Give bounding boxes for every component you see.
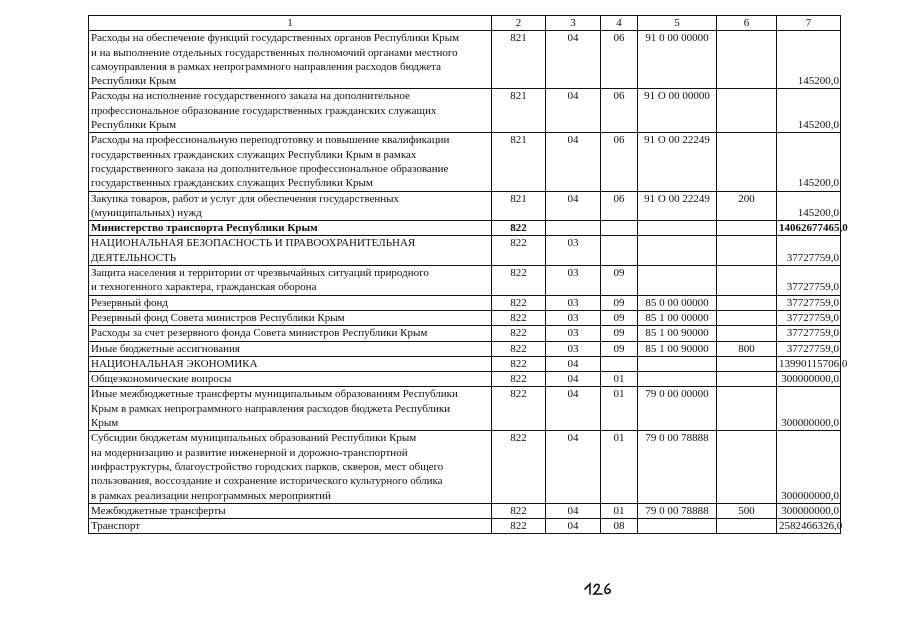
row-amount: 13990115706,0 bbox=[777, 356, 841, 371]
row-section: 03 bbox=[546, 295, 601, 310]
row-section: 03 bbox=[546, 341, 601, 356]
row-expense-type bbox=[717, 372, 777, 387]
row-expense-type bbox=[717, 356, 777, 371]
row-target-article bbox=[638, 372, 717, 387]
table-row bbox=[89, 295, 841, 310]
row-amount: 37727759,0 bbox=[777, 310, 841, 325]
row-expense-type bbox=[717, 431, 777, 503]
row-target-article: 91 О 00 22249 bbox=[638, 191, 717, 221]
row-expense-type bbox=[717, 519, 777, 534]
table-row bbox=[89, 89, 841, 133]
budget-table-body bbox=[89, 16, 848, 534]
row-admin-code: 822 bbox=[492, 503, 546, 518]
row-name: Транспорт bbox=[89, 519, 492, 534]
row-section bbox=[546, 221, 601, 236]
row-subsection: 01 bbox=[601, 503, 638, 518]
row-amount: 300000000,0 bbox=[777, 387, 841, 431]
handwritten-page-number bbox=[583, 578, 623, 596]
row-admin-code: 821 bbox=[492, 31, 546, 89]
row-target-article bbox=[638, 519, 717, 534]
row-name: Резервный фонд bbox=[89, 295, 492, 310]
row-subsection: 09 bbox=[601, 295, 638, 310]
row-expense-type bbox=[717, 89, 777, 133]
row-admin-code: 822 bbox=[492, 295, 546, 310]
row-target-article: 91 0 00 00000 bbox=[638, 31, 717, 89]
row-expense-type: 800 bbox=[717, 341, 777, 356]
column-number: 1 bbox=[89, 16, 492, 31]
table-row bbox=[89, 310, 841, 325]
row-amount: 300000000,0 bbox=[777, 431, 841, 503]
row-admin-code: 821 bbox=[492, 133, 546, 191]
row-admin-code: 822 bbox=[492, 387, 546, 431]
row-amount: 37727759,0 bbox=[777, 295, 841, 310]
row-expense-type: 500 bbox=[717, 503, 777, 518]
row-amount: 14062677465,0 bbox=[777, 221, 841, 236]
column-number: 3 bbox=[546, 16, 601, 31]
table-row bbox=[89, 387, 841, 431]
row-admin-code: 822 bbox=[492, 519, 546, 534]
row-amount: 145200,0 bbox=[777, 31, 841, 89]
row-subsection bbox=[601, 356, 638, 371]
row-expense-type bbox=[717, 326, 777, 341]
row-amount: 37727759,0 bbox=[777, 326, 841, 341]
row-expense-type bbox=[717, 236, 777, 266]
column-number: 6 bbox=[717, 16, 777, 31]
row-section: 04 bbox=[546, 503, 601, 518]
row-expense-type: 200 bbox=[717, 191, 777, 221]
table-row bbox=[89, 31, 841, 89]
row-target-article bbox=[638, 266, 717, 296]
row-amount: 145200,0 bbox=[777, 191, 841, 221]
row-name: Расходы на профессиональную переподготовку и повышение квалификации государственных гражданских служащих Республики Крым в рамках государственного заказа на дополнительное профессиональное образование государственных гражданских служащих Республики Крым bbox=[89, 133, 492, 191]
row-target-article: 85 0 00 00000 bbox=[638, 295, 717, 310]
row-expense-type bbox=[717, 266, 777, 296]
row-expense-type bbox=[717, 387, 777, 431]
row-name: Иные бюджетные ассигнования bbox=[89, 341, 492, 356]
table-row bbox=[89, 356, 841, 371]
row-subsection bbox=[601, 236, 638, 266]
column-number: 4 bbox=[601, 16, 638, 31]
row-name: Закупка товаров, работ и услуг для обеспечения государственных (муниципальных) нужд bbox=[89, 191, 492, 221]
row-section: 03 bbox=[546, 266, 601, 296]
row-expense-type bbox=[717, 221, 777, 236]
row-amount: 2582466326,0 bbox=[777, 519, 841, 534]
row-admin-code: 822 bbox=[492, 431, 546, 503]
row-target-article: 91 О 00 00000 bbox=[638, 89, 717, 133]
row-section: 03 bbox=[546, 326, 601, 341]
row-amount: 300000000,0 bbox=[777, 372, 841, 387]
row-name: Межбюджетные трансферты bbox=[89, 503, 492, 518]
row-amount: 145200,0 bbox=[777, 89, 841, 133]
row-target-article: 85 1 00 00000 bbox=[638, 310, 717, 325]
row-target-article bbox=[638, 221, 717, 236]
row-admin-code: 821 bbox=[492, 89, 546, 133]
row-subsection: 08 bbox=[601, 519, 638, 534]
row-admin-code: 822 bbox=[492, 221, 546, 236]
row-subsection: 06 bbox=[601, 191, 638, 221]
table-row bbox=[89, 133, 841, 191]
row-name: Расходы за счет резервного фонда Совета министров Республики Крым bbox=[89, 326, 492, 341]
table-row bbox=[89, 221, 841, 236]
row-target-article: 79 0 00 00000 bbox=[638, 387, 717, 431]
row-target-article: 91 О 00 22249 bbox=[638, 133, 717, 191]
row-subsection: 09 bbox=[601, 266, 638, 296]
row-name: Иные межбюджетные трансферты муниципальным образованиям Республики Крым в рамках непрограммного направления расходов бюджета Республики Крым bbox=[89, 387, 492, 431]
row-section: 03 bbox=[546, 310, 601, 325]
row-expense-type bbox=[717, 31, 777, 89]
row-target-article: 85 1 00 90000 bbox=[638, 326, 717, 341]
table-row bbox=[89, 503, 841, 518]
table-row bbox=[89, 341, 841, 356]
row-subsection: 09 bbox=[601, 326, 638, 341]
row-subsection: 06 bbox=[601, 133, 638, 191]
row-admin-code: 821 bbox=[492, 191, 546, 221]
row-subsection: 06 bbox=[601, 89, 638, 133]
row-name: Субсидии бюджетам муниципальных образований Республики Крым на модернизацию и развитие инженерной и дорожно-транспортной инфраструктуры, благоустройство городских парков, скверов, мест общего пользования, воссоздание и сохранение исторического культурного облика в рамках реализации непрограммных мероприятий bbox=[89, 431, 492, 503]
row-amount: 145200,0 bbox=[777, 133, 841, 191]
table-row bbox=[89, 519, 841, 534]
column-number: 7 bbox=[777, 16, 841, 31]
table-row bbox=[89, 372, 841, 387]
row-target-article bbox=[638, 236, 717, 266]
row-section: 04 bbox=[546, 519, 601, 534]
table-row bbox=[89, 191, 841, 221]
row-name: Расходы на обеспечение функций государственных органов Республики Крым и на выполнение отдельных государственных полномочий органами местного самоуправления в рамках непрограммного направления расходов бюджета Республики Крым bbox=[89, 31, 492, 89]
row-name: НАЦИОНАЛЬНАЯ ЭКОНОМИКА bbox=[89, 356, 492, 371]
row-subsection: 09 bbox=[601, 310, 638, 325]
row-section: 04 bbox=[546, 31, 601, 89]
row-name: Расходы на исполнение государственного заказа на дополнительное профессиональное образование государственных гражданских служащих Республики Крым bbox=[89, 89, 492, 133]
row-target-article: 79 0 00 78888 bbox=[638, 503, 717, 518]
row-subsection bbox=[601, 221, 638, 236]
row-name: НАЦИОНАЛЬНАЯ БЕЗОПАСНОСТЬ И ПРАВООХРАНИТЕЛЬНАЯ ДЕЯТЕЛЬНОСТЬ bbox=[89, 236, 492, 266]
table-row bbox=[89, 266, 841, 296]
row-section: 04 bbox=[546, 133, 601, 191]
column-number: 2 bbox=[492, 16, 546, 31]
row-expense-type bbox=[717, 133, 777, 191]
row-subsection: 09 bbox=[601, 341, 638, 356]
row-target-article bbox=[638, 356, 717, 371]
row-name: Министерство транспорта Республики Крым bbox=[89, 221, 492, 236]
row-section: 04 bbox=[546, 356, 601, 371]
row-admin-code: 822 bbox=[492, 266, 546, 296]
row-section: 04 bbox=[546, 89, 601, 133]
row-amount: 37727759,0 bbox=[777, 266, 841, 296]
table-row bbox=[89, 326, 841, 341]
row-subsection: 06 bbox=[601, 31, 638, 89]
row-amount: 37727759,0 bbox=[777, 341, 841, 356]
row-section: 04 bbox=[546, 431, 601, 503]
row-admin-code: 822 bbox=[492, 310, 546, 325]
row-section: 03 bbox=[546, 236, 601, 266]
row-name: Защита населения и территории от чрезвычайных ситуаций природного и техногенного характера, гражданская оборона bbox=[89, 266, 492, 296]
row-admin-code: 822 bbox=[492, 236, 546, 266]
row-subsection: 01 bbox=[601, 372, 638, 387]
row-expense-type bbox=[717, 310, 777, 325]
row-target-article: 79 0 00 78888 bbox=[638, 431, 717, 503]
row-admin-code: 822 bbox=[492, 372, 546, 387]
row-name: Общеэкономические вопросы bbox=[89, 372, 492, 387]
row-amount: 300000000,0 bbox=[777, 503, 841, 518]
row-expense-type bbox=[717, 295, 777, 310]
row-amount: 37727759,0 bbox=[777, 236, 841, 266]
row-admin-code: 822 bbox=[492, 356, 546, 371]
row-admin-code: 822 bbox=[492, 326, 546, 341]
row-subsection: 01 bbox=[601, 431, 638, 503]
row-name: Резервный фонд Совета министров Республики Крым bbox=[89, 310, 492, 325]
table-row bbox=[89, 431, 841, 503]
row-section: 04 bbox=[546, 372, 601, 387]
column-number: 5 bbox=[638, 16, 717, 31]
budget-table bbox=[88, 15, 848, 534]
table-row bbox=[89, 236, 841, 266]
row-section: 04 bbox=[546, 191, 601, 221]
row-target-article: 85 1 00 90000 bbox=[638, 341, 717, 356]
column-number-row bbox=[89, 16, 841, 31]
row-admin-code: 822 bbox=[492, 341, 546, 356]
row-section: 04 bbox=[546, 387, 601, 431]
row-subsection: 01 bbox=[601, 387, 638, 431]
